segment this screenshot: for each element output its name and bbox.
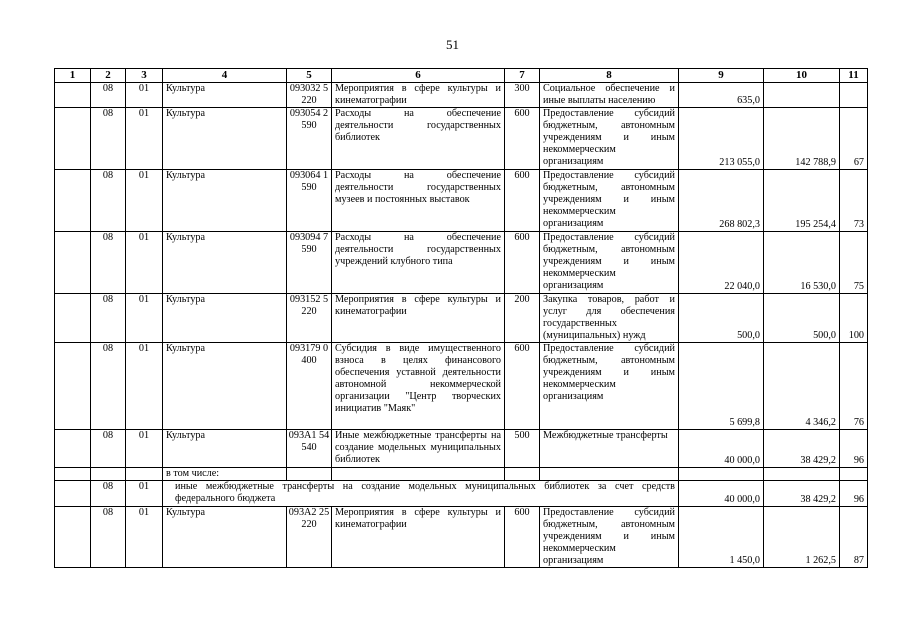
cell-actual: 4 346,2	[764, 343, 840, 430]
cell-subsection: 01	[126, 83, 163, 108]
cell-percent: 96	[840, 430, 868, 468]
cell-description: Мероприятия в сфере культуры и кинематографии	[332, 83, 505, 108]
cell-expense-type: 600	[505, 170, 540, 232]
cell-expense-name: Предоставление субсидий бюджетным, автономным учреждениям и иным некоммерческим организациям	[540, 108, 679, 170]
header-cell: 10	[764, 69, 840, 83]
header-cell: 3	[126, 69, 163, 83]
header-cell: 2	[91, 69, 126, 83]
cell-actual: 1 262,5	[764, 507, 840, 568]
budget-table	[54, 68, 868, 568]
cell-expense-type: 500	[505, 430, 540, 468]
table-row	[55, 507, 868, 568]
cell-expense-type: 600	[505, 343, 540, 430]
cell-name: Культура	[163, 343, 287, 430]
cell-section: 08	[91, 108, 126, 170]
cell-section: 08	[91, 83, 126, 108]
cell-section: 08	[91, 481, 126, 507]
cell-subsection: 01	[126, 294, 163, 343]
cell-subsection	[126, 468, 163, 481]
cell-target-code: 093152 5220	[287, 294, 332, 343]
cell-name: Культура	[163, 294, 287, 343]
cell-name: Культура	[163, 430, 287, 468]
cell-plan	[679, 468, 764, 481]
cell-description: Субсидия в виде имущественного взноса в целях финансового обеспечения уставной деятельности автономной некоммерческой организации "Центр творческих инициатив "Маяк"	[332, 343, 505, 430]
page-number: 51	[446, 37, 459, 52]
cell-target-code: 093032 5220	[287, 83, 332, 108]
cell-plan: 268 802,3	[679, 170, 764, 232]
header-cell: 9	[679, 69, 764, 83]
cell-description: Иные межбюджетные трансферты на создание модельных муниципальных библиотек	[332, 430, 505, 468]
cell-target-code: 093А1 54540	[287, 430, 332, 468]
cell-plan: 500,0	[679, 294, 764, 343]
cell-description: Мероприятия в сфере культуры и кинематографии	[332, 507, 505, 568]
cell-description: Мероприятия в сфере культуры и кинематографии	[332, 294, 505, 343]
table-header-row	[55, 69, 868, 83]
cell-col1	[55, 232, 91, 294]
cell-description: Расходы на обеспечение деятельности государственных библиотек	[332, 108, 505, 170]
cell-percent: 76	[840, 343, 868, 430]
cell-col1	[55, 507, 91, 568]
cell-actual: 38 429,2	[764, 481, 840, 507]
cell-plan: 5 699,8	[679, 343, 764, 430]
cell-actual: 142 788,9	[764, 108, 840, 170]
cell-description	[332, 468, 505, 481]
cell-name: Культура	[163, 108, 287, 170]
cell-col1	[55, 83, 91, 108]
cell-percent	[840, 468, 868, 481]
cell-target-code	[287, 468, 332, 481]
cell-section: 08	[91, 430, 126, 468]
table-row-including	[55, 468, 868, 481]
cell-subsection: 01	[126, 430, 163, 468]
cell-expense-name: Предоставление субсидий бюджетным, автономным учреждениям и иным некоммерческим организациям	[540, 170, 679, 232]
cell-expense-name: Предоставление субсидий бюджетным, автономным учреждениям и иным некоммерческим организациям	[540, 232, 679, 294]
cell-section: 08	[91, 294, 126, 343]
cell-subsection: 01	[126, 507, 163, 568]
cell-expense-name: Межбюджетные трансферты	[540, 430, 679, 468]
cell-target-code: 093179 0400	[287, 343, 332, 430]
cell-plan: 40 000,0	[679, 481, 764, 507]
cell-subsection: 01	[126, 108, 163, 170]
cell-plan: 213 055,0	[679, 108, 764, 170]
cell-actual: 16 530,0	[764, 232, 840, 294]
header-cell: 11	[840, 69, 868, 83]
cell-subsection: 01	[126, 481, 163, 507]
cell-target-code: 093054 2590	[287, 108, 332, 170]
table-row	[55, 430, 868, 468]
header-cell: 5	[287, 69, 332, 83]
cell-expense-name: Социальное обеспечение и иные выплаты населению	[540, 83, 679, 108]
cell-plan: 40 000,0	[679, 430, 764, 468]
cell-expense-type: 600	[505, 108, 540, 170]
cell-subsection: 01	[126, 343, 163, 430]
cell-target-code: 093064 1590	[287, 170, 332, 232]
header-cell: 7	[505, 69, 540, 83]
table-row	[55, 83, 868, 108]
cell-percent: 100	[840, 294, 868, 343]
table-row	[55, 294, 868, 343]
cell-actual: 195 254,4	[764, 170, 840, 232]
cell-percent: 67	[840, 108, 868, 170]
cell-plan: 22 040,0	[679, 232, 764, 294]
cell-plan: 1 450,0	[679, 507, 764, 568]
cell-name: Культура	[163, 232, 287, 294]
cell-actual: 500,0	[764, 294, 840, 343]
cell-description: Расходы на обеспечение деятельности государственных музеев и постоянных выставок	[332, 170, 505, 232]
cell-name: Культура	[163, 507, 287, 568]
cell-expense-name: Предоставление субсидий бюджетным, автономным учреждениям и иным некоммерческим организациям	[540, 507, 679, 568]
cell-section	[91, 468, 126, 481]
cell-expense-type: 300	[505, 83, 540, 108]
including-label: в том числе:	[163, 468, 287, 481]
cell-col1	[55, 481, 91, 507]
header-cell: 1	[55, 69, 91, 83]
cell-expense-name: Предоставление субсидий бюджетным, автономным учреждениям и иным некоммерческим организациям	[540, 343, 679, 430]
cell-expense-name	[540, 468, 679, 481]
cell-percent	[840, 83, 868, 108]
cell-section: 08	[91, 170, 126, 232]
cell-expense-name: Закупка товаров, работ и услуг для обеспечения государственных (муниципальных) нужд	[540, 294, 679, 343]
cell-subsection: 01	[126, 170, 163, 232]
table-row	[55, 108, 868, 170]
cell-col1	[55, 343, 91, 430]
cell-target-code: 093А2 25220	[287, 507, 332, 568]
cell-expense-type: 600	[505, 507, 540, 568]
cell-plan: 635,0	[679, 83, 764, 108]
cell-actual	[764, 468, 840, 481]
cell-col1	[55, 468, 91, 481]
cell-col1	[55, 430, 91, 468]
cell-col1	[55, 294, 91, 343]
cell-percent: 87	[840, 507, 868, 568]
cell-expense-type	[505, 468, 540, 481]
cell-section: 08	[91, 232, 126, 294]
cell-percent: 96	[840, 481, 868, 507]
cell-name: Культура	[163, 83, 287, 108]
cell-section: 08	[91, 507, 126, 568]
merged-description: иные межбюджетные трансферты на создание модельных муниципальных библиотек за счет средств федерального бюджета	[163, 481, 679, 507]
cell-actual	[764, 83, 840, 108]
cell-percent: 73	[840, 170, 868, 232]
table-row	[55, 170, 868, 232]
cell-col1	[55, 108, 91, 170]
table-row-merged	[55, 481, 868, 507]
cell-target-code: 093094 7590	[287, 232, 332, 294]
cell-expense-type: 600	[505, 232, 540, 294]
header-cell: 6	[332, 69, 505, 83]
table-row	[55, 343, 868, 430]
cell-col1	[55, 170, 91, 232]
cell-expense-type: 200	[505, 294, 540, 343]
header-cell: 4	[163, 69, 287, 83]
table-row	[55, 232, 868, 294]
cell-percent: 75	[840, 232, 868, 294]
cell-description: Расходы на обеспечение деятельности государственных учреждений клубного типа	[332, 232, 505, 294]
header-cell: 8	[540, 69, 679, 83]
cell-subsection: 01	[126, 232, 163, 294]
cell-actual: 38 429,2	[764, 430, 840, 468]
cell-name: Культура	[163, 170, 287, 232]
cell-section: 08	[91, 343, 126, 430]
